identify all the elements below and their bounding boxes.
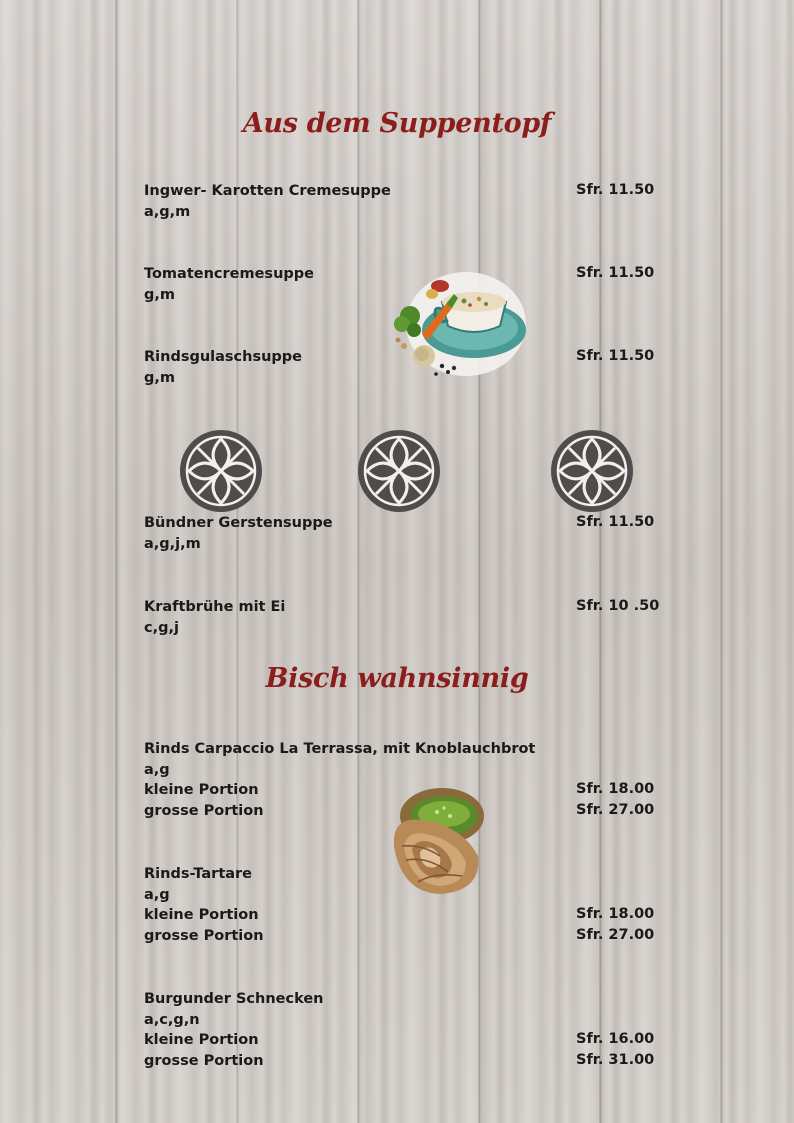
portion-label: grosse Portion: [144, 1052, 264, 1069]
portion-price: Sfr. 27.00: [576, 801, 655, 818]
menu-item: [144, 180, 664, 221]
item-name: Burgunder Schnecken: [144, 991, 324, 1007]
portion-price: Sfr. 16.00: [576, 1031, 655, 1047]
menu-item: [144, 596, 664, 637]
item-price: Sfr. 11.50: [576, 348, 655, 364]
portion-label: kleine Portion: [144, 1032, 259, 1048]
portion-label: kleine Portion: [144, 907, 259, 923]
item-name: Rindsgulaschsuppe: [144, 349, 303, 365]
portion-label: grosse Portion: [144, 802, 264, 819]
item-price: Sfr. 11.50: [576, 265, 655, 281]
item-price: Sfr. 11.50: [576, 514, 655, 530]
menu-item: [144, 512, 664, 553]
soup-bowl-image: [384, 264, 532, 390]
section-title-soups: Aus dem Suppentopf: [242, 108, 552, 139]
item-allergens: a,g: [144, 886, 170, 903]
item-price: Sfr. 11.50: [576, 182, 655, 198]
item-allergens: c,g,j: [144, 619, 179, 636]
portion-price: Sfr. 27.00: [576, 926, 655, 943]
portion-price: Sfr. 31.00: [576, 1051, 655, 1068]
portion-price: Sfr. 18.00: [576, 906, 655, 922]
item-name: Bündner Gerstensuppe: [144, 515, 333, 531]
section-title-specials: Bisch wahnsinnig: [265, 663, 529, 694]
celtic-ornament-icon: [179, 429, 263, 513]
menu-item: [144, 988, 664, 1070]
menu-item: [144, 863, 664, 945]
portion-price: Sfr. 18.00: [576, 781, 655, 797]
item-name: Tomatencremesuppe: [144, 266, 314, 282]
portion-label: kleine Portion: [144, 782, 259, 798]
celtic-ornament-icon: [550, 429, 634, 513]
item-allergens: a,g: [144, 761, 170, 778]
item-allergens: a,g,m: [144, 203, 191, 220]
item-name: Rinds Carpaccio La Terrassa, mit Knoblauchbrot: [144, 741, 536, 757]
celtic-ornament-icon: [357, 429, 441, 513]
item-allergens: g,m: [144, 369, 175, 386]
item-name: Kraftbrühe mit Ei: [144, 599, 286, 615]
item-price: Sfr. 10 .50: [576, 598, 660, 614]
portion-label: grosse Portion: [144, 927, 264, 944]
item-allergens: a,c,g,n: [144, 1011, 200, 1028]
item-allergens: g,m: [144, 286, 175, 303]
item-name: Rinds-Tartare: [144, 866, 253, 882]
item-name: Ingwer- Karotten Cremesuppe: [144, 183, 391, 199]
item-allergens: a,g,j,m: [144, 535, 201, 552]
